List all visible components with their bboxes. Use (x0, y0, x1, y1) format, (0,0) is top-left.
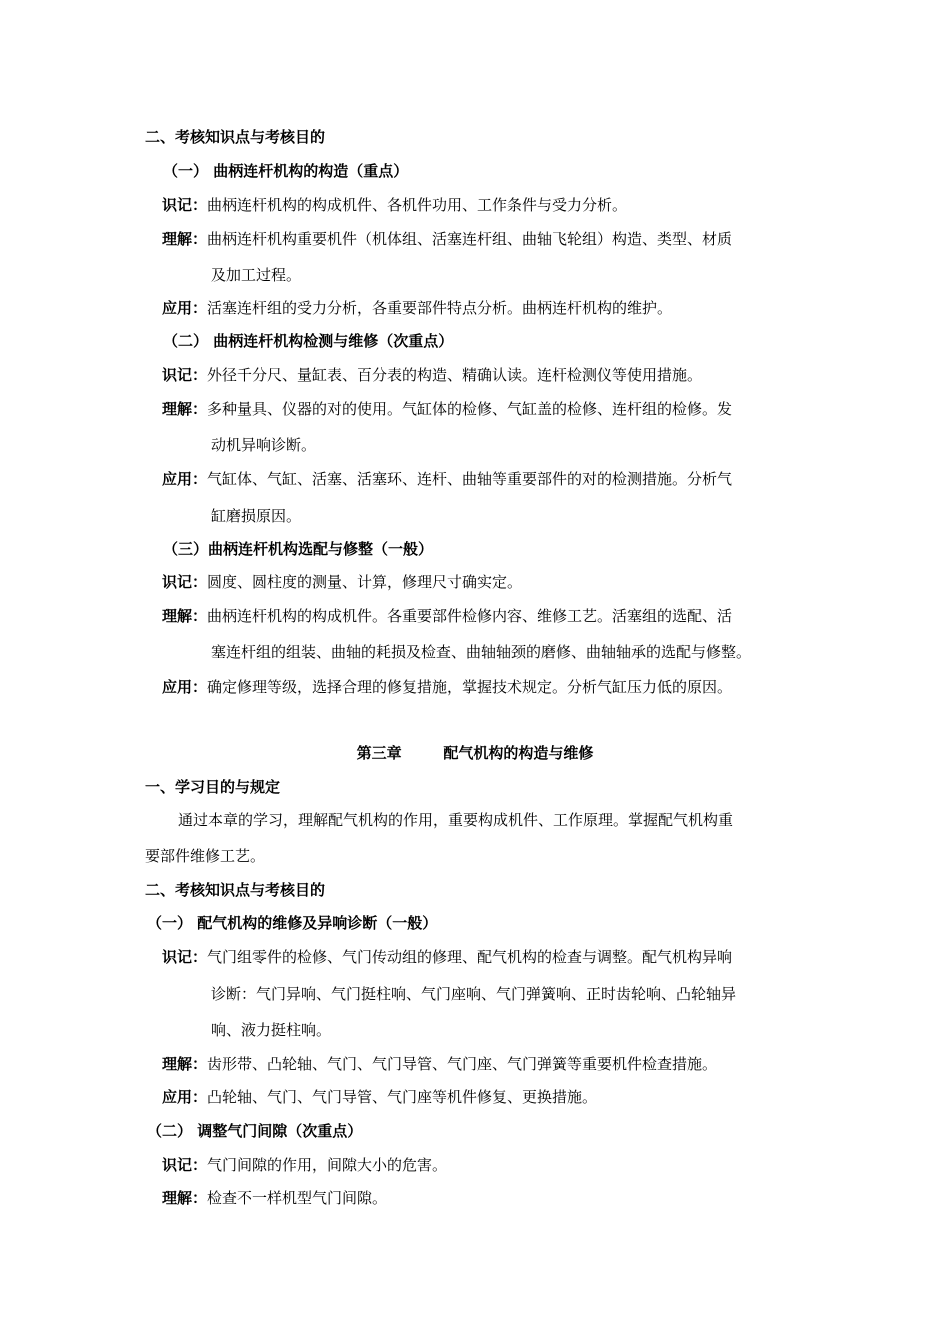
label-lijie: 理解： (162, 1189, 208, 1207)
label-lijie: 理解： (162, 607, 208, 625)
text-shiji: 外径千分尺、量缸表、百分表的构造、精确认读。连杆检测仪等使用措施。 (207, 366, 703, 384)
label-yingyong: 应用： (162, 1088, 208, 1106)
label-shiji: 识记： (162, 948, 208, 966)
label-shiji: 识记： (162, 366, 208, 384)
text-lijie: 检查不一样机型气门间隙。 (207, 1189, 388, 1207)
subsection-title: （二） 调整气门间隙（次重点） (147, 1122, 363, 1140)
text-lijie-cont: 塞连杆组的组装、曲轴的耗损及检查、曲轴轴颈的磨修、曲轴轴承的选配与修整。 (211, 643, 752, 661)
label-lijie: 理解： (162, 400, 208, 418)
subsection-title: （二） 曲柄连杆机构检测与维修（次重点） (163, 332, 454, 350)
text-yingyong: 气缸体、气缸、活塞、活塞环、连杆、曲轴等重要部件的对的检测措施。分析气 (207, 470, 733, 488)
text-yingyong-cont: 缸磨损原因。 (211, 507, 302, 525)
label-yingyong: 应用： (162, 470, 208, 488)
text-lijie-cont: 动机异响诊断。 (211, 436, 317, 454)
text-shiji: 气门间隙的作用，间隙大小的危害。 (207, 1156, 448, 1174)
intro-paragraph-cont: 要部件维修工艺。 (145, 847, 266, 865)
paragraph-shiji (162, 1155, 447, 1175)
paragraph-lijie (162, 606, 732, 626)
paragraph-shiji (162, 365, 702, 385)
label-yingyong: 应用： (162, 299, 208, 317)
paragraph-shiji (162, 947, 732, 967)
chapter-title: 第三章 配气机构的构造与维修 (356, 744, 594, 762)
paragraph-shiji (162, 195, 627, 215)
text-shiji: 曲柄连杆机构的构成机件、各机件功用、工作条件与受力分析。 (207, 196, 628, 214)
label-shiji: 识记： (162, 1156, 208, 1174)
text-lijie: 曲柄连杆机构的构成机件。各重要部件检修内容、维修工艺。活塞组的选配、活 (207, 607, 733, 625)
subsection-title: （三）曲柄连杆机构选配与修整（一般） (163, 540, 434, 558)
text-shiji: 气门组零件的检修、气门传动组的修理、配气机构的检查与调整。配气机构异响 (207, 948, 733, 966)
section-heading: 一、学习目的与规定 (145, 778, 281, 796)
section-heading: 二、考核知识点与考核目的 (145, 128, 326, 146)
intro-paragraph: 通过本章的学习，理解配气机构的作用，重要构成机件、工作原理。掌握配气机构重 (178, 811, 734, 829)
label-lijie: 理解： (162, 1055, 208, 1073)
label-lijie: 理解： (162, 230, 208, 248)
label-shiji: 识记： (162, 573, 208, 591)
text-yingyong: 确定修理等级，选择合理的修复措施，掌握技术规定。分析气缸压力低的原因。 (207, 678, 733, 696)
text-lijie-cont: 及加工过程。 (211, 266, 302, 284)
text-lijie: 多种量具、仪器的对的使用。气缸体的检修、气缸盖的检修、连杆组的检修。发 (207, 400, 733, 418)
paragraph-lijie (162, 1054, 717, 1074)
paragraph-lijie (162, 229, 732, 249)
paragraph-yingyong (162, 469, 732, 489)
section-heading: 二、考核知识点与考核目的 (145, 881, 326, 899)
label-shiji: 识记： (162, 196, 208, 214)
paragraph-lijie (162, 399, 732, 419)
paragraph-yingyong (162, 298, 672, 318)
text-shiji: 圆度、圆柱度的测量、计算，修理尺寸确实定。 (207, 573, 523, 591)
text-lijie: 齿形带、凸轮轴、气门、气门导管、气门座、气门弹簧等重要机件检查措施。 (207, 1055, 718, 1073)
text-shiji-cont: 诊断：气门异响、气门挺柱响、气门座响、气门弹簧响、正时齿轮响、凸轮轴异 (211, 985, 737, 1003)
paragraph-lijie (162, 1188, 387, 1208)
subsection-title: （一） 配气机构的维修及异响诊断（一般） (147, 914, 438, 932)
paragraph-yingyong (162, 1087, 597, 1107)
subsection-title: （一） 曲柄连杆机构的构造（重点） (163, 162, 409, 180)
paragraph-yingyong (162, 677, 732, 697)
text-lijie: 曲柄连杆机构重要机件（机体组、活塞连杆组、曲轴飞轮组）构造、类型、材质 (207, 230, 733, 248)
text-yingyong: 活塞连杆组的受力分析，各重要部件特点分析。曲柄连杆机构的维护。 (207, 299, 673, 317)
text-yingyong: 凸轮轴、气门、气门导管、气门座等机件修复、更换措施。 (207, 1088, 598, 1106)
text-shiji-cont: 响、液力挺柱响。 (211, 1021, 332, 1039)
label-yingyong: 应用： (162, 678, 208, 696)
paragraph-shiji (162, 572, 522, 592)
